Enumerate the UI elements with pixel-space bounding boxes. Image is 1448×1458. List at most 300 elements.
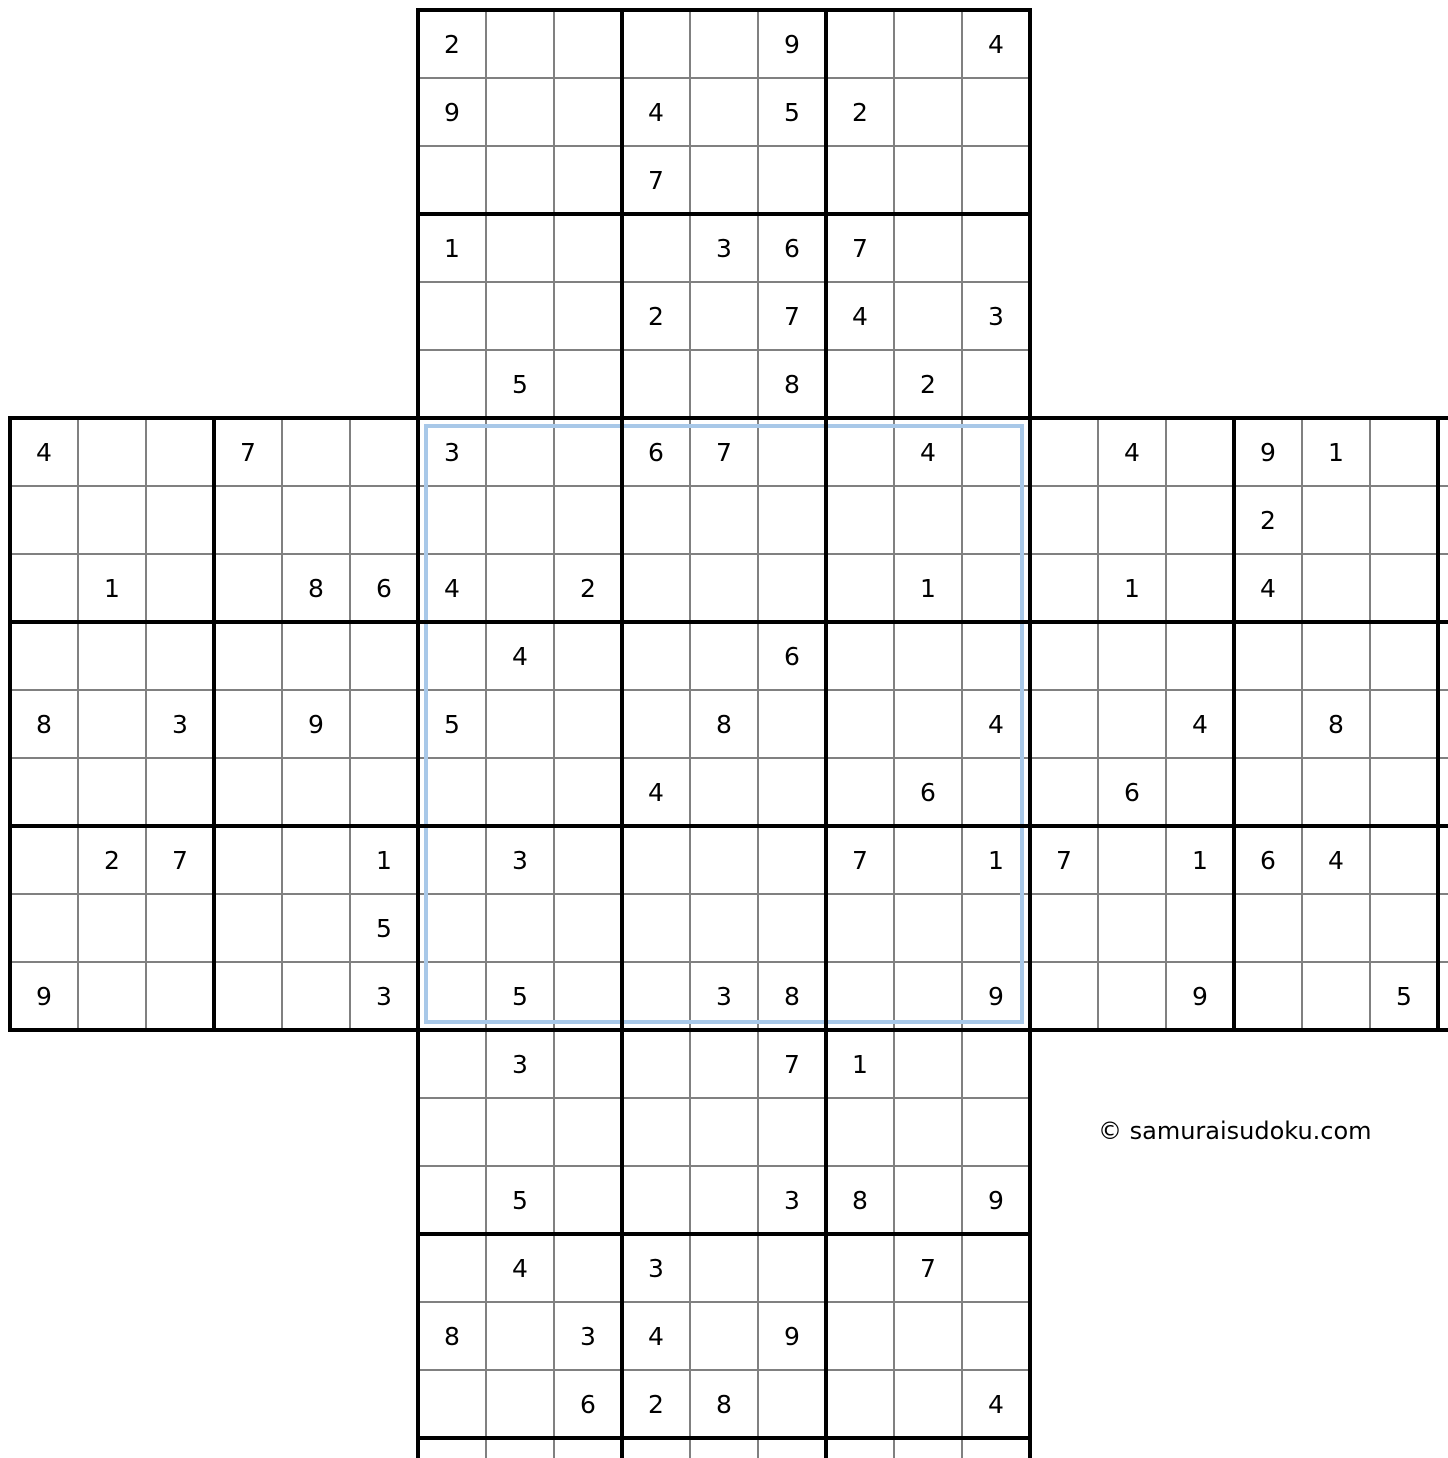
sudoku-cell[interactable] [418, 486, 486, 554]
sudoku-cell[interactable] [554, 1234, 622, 1302]
given-digit: 6 [648, 438, 664, 467]
sudoku-cell[interactable] [78, 690, 146, 758]
sudoku-cell[interactable] [1234, 622, 1302, 690]
sudoku-cell[interactable] [690, 894, 758, 962]
sudoku-cell[interactable] [554, 894, 622, 962]
sudoku-cell[interactable] [1098, 486, 1166, 554]
sudoku-cell[interactable] [962, 1234, 1030, 1302]
given-digit: 2 [920, 370, 936, 399]
sudoku-cell[interactable] [758, 826, 826, 894]
sudoku-cell[interactable] [78, 758, 146, 826]
sudoku-cell[interactable] [622, 962, 690, 1030]
sudoku-cell[interactable] [486, 1098, 554, 1166]
sudoku-cell[interactable] [78, 894, 146, 962]
sudoku-cell[interactable] [690, 1302, 758, 1370]
sudoku-cell[interactable] [486, 146, 554, 214]
sudoku-cell[interactable] [418, 146, 486, 214]
given-digit: 2 [648, 1390, 664, 1419]
sudoku-cell[interactable] [962, 622, 1030, 690]
sudoku-cell[interactable] [962, 1302, 1030, 1370]
given-digit: 4 [648, 1322, 664, 1351]
sudoku-cell[interactable] [418, 1030, 486, 1098]
sudoku-cell[interactable] [894, 826, 962, 894]
sudoku-cell[interactable] [418, 1438, 486, 1458]
sudoku-cell[interactable] [758, 894, 826, 962]
sudoku-cell[interactable] [758, 146, 826, 214]
sudoku-cell[interactable] [826, 690, 894, 758]
sudoku-cell[interactable] [486, 418, 554, 486]
sudoku-cell[interactable] [1370, 622, 1438, 690]
given-digit: 7 [784, 302, 800, 331]
sudoku-cell[interactable] [554, 418, 622, 486]
sudoku-cell[interactable] [1030, 486, 1098, 554]
sudoku-cell[interactable] [418, 350, 486, 418]
sudoku-cell[interactable] [1370, 826, 1438, 894]
sudoku-cell[interactable] [10, 758, 78, 826]
given-digit: 4 [512, 1254, 528, 1283]
sudoku-cell[interactable] [622, 1098, 690, 1166]
sudoku-cell[interactable] [894, 1370, 962, 1438]
given-digit: 4 [648, 98, 664, 127]
sudoku-cell[interactable] [282, 894, 350, 962]
sudoku-cell[interactable] [486, 1370, 554, 1438]
sudoku-cell[interactable] [894, 1302, 962, 1370]
given-digit: 5 [784, 98, 800, 127]
sudoku-cell[interactable] [1370, 554, 1438, 622]
given-digit: 3 [512, 1050, 528, 1079]
sudoku-cell[interactable] [486, 10, 554, 78]
given-digit: 5 [512, 1186, 528, 1215]
given-digit: 5 [1396, 982, 1412, 1011]
sudoku-cell[interactable] [758, 1438, 826, 1458]
given-digit: 5 [444, 710, 460, 739]
sudoku-cell[interactable] [1166, 418, 1234, 486]
sudoku-cell[interactable] [418, 962, 486, 1030]
sudoku-cell[interactable] [418, 1166, 486, 1234]
sudoku-cell[interactable] [690, 826, 758, 894]
sudoku-cell[interactable] [214, 554, 282, 622]
sudoku-cell[interactable] [758, 1098, 826, 1166]
given-digit: 4 [852, 302, 868, 331]
given-digit: 5 [512, 370, 528, 399]
sudoku-cell[interactable] [350, 486, 418, 554]
sudoku-cell[interactable] [554, 1098, 622, 1166]
given-digit: 9 [308, 710, 324, 739]
given-digit: 3 [716, 982, 732, 1011]
sudoku-cell[interactable] [1166, 486, 1234, 554]
sudoku-cell[interactable] [282, 418, 350, 486]
given-digit: 4 [1260, 574, 1276, 603]
sudoku-cell[interactable] [894, 962, 962, 1030]
given-digit: 7 [716, 438, 732, 467]
sudoku-cell[interactable] [826, 894, 894, 962]
given-digit: 3 [512, 846, 528, 875]
sudoku-cell[interactable] [1234, 962, 1302, 1030]
sudoku-cell[interactable] [554, 1166, 622, 1234]
given-digit: 3 [580, 1322, 596, 1351]
given-digit: 4 [988, 710, 1004, 739]
given-digit: 7 [852, 846, 868, 875]
sudoku-cell[interactable] [894, 214, 962, 282]
sudoku-cell[interactable] [10, 622, 78, 690]
sudoku-cell[interactable] [894, 1098, 962, 1166]
sudoku-cell[interactable] [622, 10, 690, 78]
given-digit: 6 [376, 574, 392, 603]
sudoku-cell[interactable] [962, 1438, 1030, 1458]
given-digit: 3 [376, 982, 392, 1011]
sudoku-cell[interactable] [282, 758, 350, 826]
given-digit: 7 [240, 438, 256, 467]
sudoku-cell[interactable] [78, 962, 146, 1030]
given-digit: 6 [920, 778, 936, 807]
given-digit: 8 [1328, 710, 1344, 739]
sudoku-cell[interactable] [1370, 894, 1438, 962]
given-digit: 1 [852, 1050, 868, 1079]
sudoku-cell[interactable] [486, 690, 554, 758]
given-digit: 3 [784, 1186, 800, 1215]
given-digit: 8 [784, 982, 800, 1011]
sudoku-cell[interactable] [894, 78, 962, 146]
given-digit: 4 [648, 778, 664, 807]
sudoku-cell[interactable] [622, 554, 690, 622]
sudoku-cell[interactable] [214, 622, 282, 690]
sudoku-cell[interactable] [418, 622, 486, 690]
sudoku-cell[interactable] [486, 1438, 554, 1458]
sudoku-cell[interactable] [10, 826, 78, 894]
sudoku-cell[interactable] [10, 486, 78, 554]
sudoku-cell[interactable] [486, 554, 554, 622]
sudoku-cell[interactable] [1030, 418, 1098, 486]
sudoku-cell[interactable] [690, 1166, 758, 1234]
sudoku-cell[interactable] [554, 10, 622, 78]
sudoku-cell[interactable] [758, 690, 826, 758]
sudoku-cell[interactable] [894, 1438, 962, 1458]
given-digit: 4 [920, 438, 936, 467]
given-digit: 4 [1124, 438, 1140, 467]
given-digit: 5 [512, 982, 528, 1011]
sudoku-cell[interactable] [690, 486, 758, 554]
given-digit: 8 [36, 710, 52, 739]
sudoku-cell[interactable] [622, 350, 690, 418]
sudoku-cell[interactable] [418, 282, 486, 350]
sudoku-cell[interactable] [486, 78, 554, 146]
given-digit: 9 [444, 98, 460, 127]
given-digit: 9 [1260, 438, 1276, 467]
sudoku-cell[interactable] [826, 10, 894, 78]
given-digit: 1 [1328, 438, 1344, 467]
sudoku-cell[interactable] [10, 894, 78, 962]
sudoku-cell[interactable] [690, 758, 758, 826]
given-digit: 8 [784, 370, 800, 399]
sudoku-cell[interactable] [10, 554, 78, 622]
sudoku-cell[interactable] [894, 894, 962, 962]
sudoku-cell[interactable] [826, 1370, 894, 1438]
sudoku-cell[interactable] [554, 962, 622, 1030]
given-digit: 7 [784, 1050, 800, 1079]
sudoku-cell[interactable] [690, 1030, 758, 1098]
given-digit: 3 [716, 234, 732, 263]
given-digit: 3 [648, 1254, 664, 1283]
copyright-credit: © samuraisudoku.com [1098, 1117, 1372, 1145]
sudoku-cell[interactable] [690, 146, 758, 214]
sudoku-cell[interactable] [350, 690, 418, 758]
sudoku-cell[interactable] [146, 894, 214, 962]
given-digit: 6 [784, 234, 800, 263]
given-digit: 7 [172, 846, 188, 875]
given-digit: 3 [988, 302, 1004, 331]
sudoku-cell[interactable] [1370, 758, 1438, 826]
given-digit: 2 [1260, 506, 1276, 535]
sudoku-cell[interactable] [690, 1098, 758, 1166]
sudoku-cell[interactable] [690, 10, 758, 78]
sudoku-cell[interactable] [350, 418, 418, 486]
sudoku-cell[interactable] [486, 894, 554, 962]
sudoku-cell[interactable] [1030, 758, 1098, 826]
given-digit: 2 [852, 98, 868, 127]
sudoku-cell[interactable] [486, 282, 554, 350]
sudoku-cell[interactable] [758, 486, 826, 554]
sudoku-cell[interactable] [962, 554, 1030, 622]
sudoku-cell[interactable] [826, 418, 894, 486]
sudoku-cell[interactable] [554, 622, 622, 690]
sudoku-cell[interactable] [1030, 554, 1098, 622]
sudoku-cell[interactable] [894, 10, 962, 78]
sudoku-cell[interactable] [826, 962, 894, 1030]
given-digit: 1 [444, 234, 460, 263]
sudoku-cell[interactable] [894, 486, 962, 554]
sudoku-cell[interactable] [418, 1098, 486, 1166]
given-digit: 7 [920, 1254, 936, 1283]
given-digit: 4 [1192, 710, 1208, 739]
sudoku-cell[interactable] [894, 1166, 962, 1234]
sudoku-cell[interactable] [962, 1098, 1030, 1166]
given-digit: 1 [104, 574, 120, 603]
given-digit: 8 [716, 710, 732, 739]
sudoku-cell[interactable] [1098, 826, 1166, 894]
sudoku-cell[interactable] [1302, 758, 1370, 826]
given-digit: 4 [1328, 846, 1344, 875]
sudoku-cell[interactable] [1030, 690, 1098, 758]
sudoku-cell[interactable] [418, 1370, 486, 1438]
sudoku-cell[interactable] [962, 758, 1030, 826]
given-digit: 3 [172, 710, 188, 739]
sudoku-cell[interactable] [554, 486, 622, 554]
sudoku-cell[interactable] [894, 690, 962, 758]
sudoku-cell[interactable] [554, 1030, 622, 1098]
sudoku-cell[interactable] [962, 894, 1030, 962]
given-digit: 4 [988, 30, 1004, 59]
sudoku-cell[interactable] [690, 350, 758, 418]
sudoku-cell[interactable] [1302, 486, 1370, 554]
sudoku-cell[interactable] [350, 758, 418, 826]
sudoku-cell[interactable] [146, 962, 214, 1030]
sudoku-cell[interactable] [622, 1438, 690, 1458]
sudoku-cell[interactable] [1370, 486, 1438, 554]
sudoku-cell[interactable] [214, 894, 282, 962]
sudoku-cell[interactable] [418, 894, 486, 962]
given-digit: 4 [988, 1390, 1004, 1419]
sudoku-cell[interactable] [486, 214, 554, 282]
sudoku-cell[interactable] [146, 486, 214, 554]
sudoku-cell[interactable] [962, 486, 1030, 554]
sudoku-cell[interactable] [78, 622, 146, 690]
given-digit: 6 [784, 642, 800, 671]
given-digit: 9 [988, 1186, 1004, 1215]
sudoku-cell[interactable] [622, 486, 690, 554]
sudoku-cell[interactable] [554, 690, 622, 758]
sudoku-cell[interactable] [1098, 690, 1166, 758]
sudoku-cell[interactable] [554, 214, 622, 282]
sudoku-cell[interactable] [214, 690, 282, 758]
sudoku-cell[interactable] [826, 486, 894, 554]
sudoku-cell[interactable] [1234, 690, 1302, 758]
sudoku-cell[interactable] [78, 418, 146, 486]
sudoku-cell[interactable] [78, 486, 146, 554]
sudoku-cell[interactable] [962, 78, 1030, 146]
given-digit: 2 [104, 846, 120, 875]
sudoku-cell[interactable] [282, 962, 350, 1030]
sudoku-cell[interactable] [894, 146, 962, 214]
sudoku-cell[interactable] [214, 486, 282, 554]
given-digit: 8 [444, 1322, 460, 1351]
sudoku-cell[interactable] [554, 350, 622, 418]
sudoku-cell[interactable] [894, 622, 962, 690]
sudoku-cell[interactable] [554, 826, 622, 894]
sudoku-cell[interactable] [282, 622, 350, 690]
sudoku-cell[interactable] [690, 1234, 758, 1302]
sudoku-cell[interactable] [1302, 962, 1370, 1030]
sudoku-cell[interactable] [962, 1030, 1030, 1098]
sudoku-cell[interactable] [554, 1438, 622, 1458]
sudoku-cell[interactable] [146, 758, 214, 826]
sudoku-cell[interactable] [350, 622, 418, 690]
given-digit: 4 [512, 642, 528, 671]
given-digit: 7 [1056, 846, 1072, 875]
sudoku-cell[interactable] [1166, 894, 1234, 962]
sudoku-cell[interactable] [282, 826, 350, 894]
sudoku-cell[interactable] [826, 758, 894, 826]
sudoku-cell[interactable] [1098, 894, 1166, 962]
sudoku-cell[interactable] [214, 962, 282, 1030]
sudoku-cell[interactable] [486, 486, 554, 554]
given-digit: 1 [1124, 574, 1140, 603]
sudoku-cell[interactable] [622, 894, 690, 962]
sudoku-cell[interactable] [758, 554, 826, 622]
sudoku-cell[interactable] [826, 146, 894, 214]
given-digit: 6 [1124, 778, 1140, 807]
sudoku-cell[interactable] [826, 554, 894, 622]
sudoku-cell[interactable] [146, 418, 214, 486]
sudoku-cell[interactable] [1166, 554, 1234, 622]
given-digit: 5 [376, 914, 392, 943]
sudoku-cell[interactable] [690, 554, 758, 622]
given-digit: 9 [1192, 982, 1208, 1011]
sudoku-cell[interactable] [622, 690, 690, 758]
sudoku-cell[interactable] [214, 758, 282, 826]
sudoku-cell[interactable] [826, 1098, 894, 1166]
sudoku-cell[interactable] [1098, 962, 1166, 1030]
sudoku-cell[interactable] [690, 78, 758, 146]
sudoku-cell[interactable] [282, 486, 350, 554]
sudoku-cell[interactable] [146, 622, 214, 690]
sudoku-cell[interactable] [622, 1030, 690, 1098]
sudoku-cell[interactable] [554, 146, 622, 214]
sudoku-cell[interactable] [894, 282, 962, 350]
sudoku-cell[interactable] [1302, 554, 1370, 622]
sudoku-cell[interactable] [214, 826, 282, 894]
given-digit: 7 [648, 166, 664, 195]
sudoku-cell[interactable] [1302, 622, 1370, 690]
sudoku-cell[interactable] [826, 1234, 894, 1302]
sudoku-cell[interactable] [962, 418, 1030, 486]
sudoku-cell[interactable] [758, 758, 826, 826]
sudoku-cell[interactable] [962, 214, 1030, 282]
sudoku-cell[interactable] [690, 282, 758, 350]
sudoku-cell[interactable] [1302, 894, 1370, 962]
given-digit: 1 [920, 574, 936, 603]
sudoku-cell[interactable] [486, 1302, 554, 1370]
given-digit: 8 [716, 1390, 732, 1419]
given-digit: 2 [444, 30, 460, 59]
sudoku-cell[interactable] [418, 826, 486, 894]
sudoku-cell[interactable] [826, 1438, 894, 1458]
sudoku-cell[interactable] [622, 214, 690, 282]
given-digit: 9 [784, 30, 800, 59]
given-digit: 8 [852, 1186, 868, 1215]
sudoku-cell[interactable] [962, 146, 1030, 214]
sudoku-cell[interactable] [1370, 690, 1438, 758]
sudoku-cell[interactable] [1234, 894, 1302, 962]
sudoku-cell[interactable] [486, 758, 554, 826]
given-digit: 4 [36, 438, 52, 467]
sudoku-cell[interactable] [554, 78, 622, 146]
sudoku-cell[interactable] [418, 758, 486, 826]
sudoku-cell[interactable] [1166, 622, 1234, 690]
sudoku-cell[interactable] [894, 1030, 962, 1098]
given-digit: 9 [988, 982, 1004, 1011]
sudoku-cell[interactable] [826, 350, 894, 418]
sudoku-cell[interactable] [758, 418, 826, 486]
sudoku-cell[interactable] [1234, 758, 1302, 826]
sudoku-cell[interactable] [1098, 622, 1166, 690]
sudoku-cell[interactable] [758, 1370, 826, 1438]
given-digit: 8 [308, 574, 324, 603]
sudoku-cell[interactable] [826, 622, 894, 690]
sudoku-cell[interactable] [146, 554, 214, 622]
sudoku-cell[interactable] [1030, 894, 1098, 962]
given-digit: 6 [580, 1390, 596, 1419]
sudoku-cell[interactable] [1370, 418, 1438, 486]
sudoku-cell[interactable] [826, 1302, 894, 1370]
sudoku-cell[interactable] [622, 1166, 690, 1234]
given-digit: 9 [36, 982, 52, 1011]
sudoku-cell[interactable] [690, 622, 758, 690]
sudoku-cell[interactable] [962, 350, 1030, 418]
sudoku-cell[interactable] [622, 826, 690, 894]
given-digit: 3 [444, 438, 460, 467]
sudoku-cell[interactable] [1166, 758, 1234, 826]
sudoku-cell[interactable] [554, 282, 622, 350]
sudoku-cell[interactable] [1030, 622, 1098, 690]
sudoku-cell[interactable] [690, 1438, 758, 1458]
sudoku-cell[interactable] [622, 622, 690, 690]
given-digit: 1 [988, 846, 1004, 875]
sudoku-cell[interactable] [554, 758, 622, 826]
given-digit: 2 [648, 302, 664, 331]
sudoku-cell[interactable] [418, 1234, 486, 1302]
sudoku-cell[interactable] [758, 1234, 826, 1302]
sudoku-cell[interactable] [1030, 962, 1098, 1030]
